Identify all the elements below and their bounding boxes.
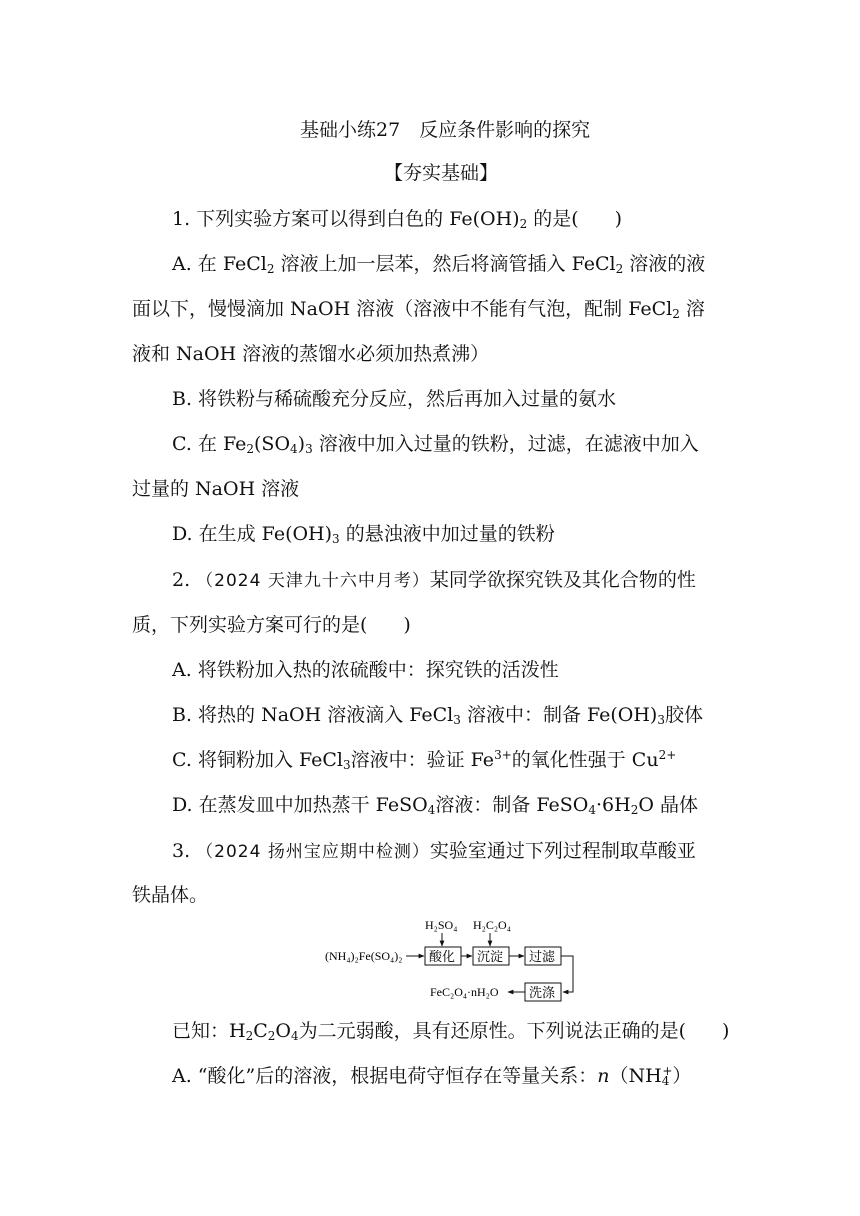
section-heading: 【夯实基础】 (384, 162, 499, 184)
q1-option-a-line2: 面以下，慢慢滴加 NaOH 溶液（溶液中不能有气泡，配制 FeCl$_2$ 溶 (132, 298, 705, 321)
q1-option-d: D. 在生成 $Fe(OH)_3$ 的悬浊液中加过量的铁粉 (172, 523, 555, 546)
start-material: (NH₄)₂Fe(SO₄)₂ (325, 949, 403, 963)
reagent-h2so4: H₂SO₄ (425, 918, 458, 932)
q2-stem-line2: 质，下列实验方案可行的是( ) (132, 614, 411, 636)
q2-stem: 2. （2024 天津九十六中月考）某同学欲探究铁及其化合物的性 (172, 569, 696, 591)
reagent-h2c2o4: H₂C₂O₄ (473, 918, 511, 932)
step-filter: 过滤 (529, 949, 556, 964)
q1-stem: 1. 下列实验方案可以得到白色的 $Fe(OH)_2$ 的是( ) (172, 208, 623, 231)
q3-stem-line2: 铁晶体。 (132, 884, 209, 906)
q3-known: 已知：$H_2C_2O_4$为二元弱酸，具有还原性。下列说法正确的是( ) (172, 1020, 730, 1043)
q2-source: （2024 天津九十六中月考） (196, 571, 430, 591)
q1-option-a-line3: 液和 NaOH 溶液的蒸馏水必须加热煮沸） (132, 343, 490, 365)
step-wash: 洗涤 (529, 985, 556, 1000)
step-acidify: 酸化 (429, 949, 456, 964)
q2-option-b: B. 将热的 NaOH 溶液滴入 FeCl$_3$ 溶液中：制备 $Fe(OH)_3$胶体 (172, 704, 704, 727)
q2-option-d: D. 在蒸发皿中加热蒸干 FeSO$_4$溶液：制备 $FeSO_4\cdot 6H_2O$ 晶体 (172, 794, 698, 817)
process-flow-diagram (320, 912, 590, 1008)
q3-option-a: A. “酸化”后的溶液，根据电荷守恒存在等量关系：$n(NH_4^+)$ (172, 1064, 692, 1088)
q1-option-c: C. 在 $Fe_2(SO_4)_3$ 溶液中加入过量的铁粉，过滤，在滤液中加入 (172, 433, 699, 456)
q3-stem: 3. （2024 扬州宝应期中检测）实验室通过下列过程制取草酸亚 (172, 840, 696, 862)
q2-option-a: A. 将铁粉加入热的浓硫酸中：探究铁的活泼性 (172, 659, 559, 681)
product: FeC₂O₄·nH₂O (430, 985, 499, 999)
q2-option-c: C. 将铜粉加入 FeCl$_3$溶液中：验证 $Fe^{3+}$的氧化性强于 $Cu^{2+}$ (172, 748, 677, 772)
q1-option-b: B. 将铁粉与稀硫酸充分反应，然后再加入过量的氨水 (172, 388, 617, 410)
q1-option-c-line2: 过量的 NaOH 溶液 (132, 478, 300, 500)
step-precipitate: 沉淀 (477, 949, 504, 964)
q3-source: （2024 扬州宝应期中检测） (196, 842, 430, 862)
page-title: 基础小练27 反应条件影响的探究 (300, 119, 591, 141)
q1-option-a: A. 在 FeCl$_2$ 溶液上加一层苯，然后将滴管插入 FeCl$_2$ 溶液的液 (172, 253, 706, 276)
